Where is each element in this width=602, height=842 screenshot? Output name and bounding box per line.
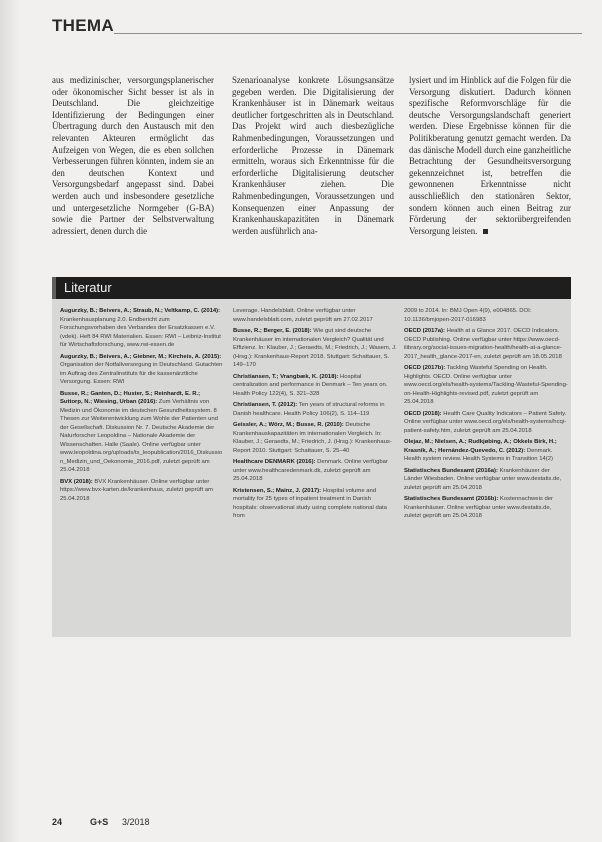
reference-entry [233,307,397,324]
reference-text: Denmark. Online verfügbar unter www.healthcaredenmark.dk, zuletzt geprüft am 25.04.2018 [233,459,388,482]
end-mark-icon [483,229,488,234]
reference-text: Ten years of structural reforms in Danish healthcare. Health Policy 106(2), S. 114–119 [233,402,385,417]
reference-entry [60,353,224,387]
reference-entry [233,327,397,370]
reference-entry [233,421,397,455]
reference-text: 2009 to 2014. In: BMJ Open 4(9), e004865. DOI: 10.1136/bmjopen-2017-016983 [404,308,532,323]
reference-text: BVX Krankenhäuser. Online verfügbar unter https://www.bvx-karten.de/krankenhaus, zuletzt geprüft am 25.04.2018 [60,478,213,502]
reference-entry [404,467,568,493]
reference-author: OECD (2018): [404,410,442,417]
reference-author: Augurzky, B.; Beivers, A.; Straub, N.; Veltkamp, C. (2014): [60,308,221,314]
reference-author: Kristensen, S.; Mainz, J. (2017): [233,487,322,494]
body-paragraph [409,75,571,237]
reference-text: Wie gut sind deutsche Krankenhäuser im internationalen Vergleich? Qualität und Effizienz. In: Klauber, J.; Geraedts, M.; Friedrich, J.; Wasem, J. (Hrsg.): Krankenhaus-Report 2018. Stuttgart: Schattauer, S. 149–170 [233,328,397,368]
reference-text: Denmark. Health system review. Health Systems in Transition 14(2) [404,447,553,462]
reference-entry [60,478,224,504]
reference-author: Healthcare DENMARK (2016): [233,459,316,465]
reference-author: OECD (2017b): [404,365,446,371]
page-footer [52,817,252,831]
reference-author: Statistisches Bundesamt (2016a): [404,467,498,474]
literature-column-2 [233,307,397,524]
reference-text: Leverage. Handelsblatt. Online verfügbar unter www.handelsblatt.com, zuletzt geprüft am 27.02.2017 [233,308,373,323]
reference-text: Tackling Wasteful Spending on Health. Highlights. OECD. Online verfügbar unter www.oecd.org/els/health-systems/Tackling-Wasteful-Spending-on-Health-Highlights-revised.pdf, zuletzt geprüft am 25.04.2018 [404,365,568,405]
body-column-2 [232,75,394,237]
reference-author: Busse, R.; Ganten, D.; Huster, S.; Reinhardt, E. R.; Suttorp, N.; Wiesing, Urban (2016): [60,390,201,405]
magazine-name: G+S [90,817,109,827]
reference-author: Olejaz, M.; Nielsen, A.; Rudkjøbing, A.; Okkels Birk, H.; Krasnik, A.; Hernández-Quevedo, C. (2012): [404,439,557,454]
reference-entry [404,364,568,407]
reference-text: Organisation der Notfallversorgung in Deutschland. Gutachten im Auftrag des Zentralinstituts für die kassenärztliche Versorgung. Essen: RWI [60,362,223,385]
body-column-1 [52,75,214,237]
literature-column-1 [60,307,224,506]
reference-entry [233,401,397,418]
reference-text: Krankenhausplanung 2.0. Endbericht zum Forschungsvorhaben des Verbandes der Ersatzkassen e.V. (vdek). Heft 84 RWI Materialien. Essen: RWI – Leibniz-Institut für Wirtschaftsforschung, www.rwi-essen.de [60,316,221,348]
reference-entry [404,327,568,361]
reference-entry [404,495,568,521]
reference-entry [233,373,397,399]
reference-text: Health at a Glance 2017. OECD Indicators. OECD Publishing. Online verfügbar unter https://www.oecd-ilibrary.org/social-issues-migration-health/health-at-a-glance-2017_health_glance-2017-en, zuletzt geprüft am 18.05.2018 [404,328,562,360]
literature-header-bar [52,277,571,299]
section-title: THEMA [52,16,114,35]
reference-entry [60,307,224,350]
reference-author: Geissler, A.; Wörz, M.; Busse, R. (2010): [233,422,344,428]
body-text: lysiert und im Hinblick auf die Folgen für die Versorgung diskutiert. Dadurch können spezifische Reformvorschläge für die deutsche Versorgungslandschaft generiert werden. Diese Ergebnisse können für die Politikberatung genutzt gemacht werden. Da das dänische Modell durch eine ganzheitliche Betrachtung der Gesundheitsversorgung gekennzeichnet ist, betreffen die gewonnenen Erkenntnisse nicht ausschließlich den stationären Sektor, sondern können auch einen Beitrag zur Förderung der sektorübergreifenden Versorgung leisten. [409,75,571,236]
reference-text: Health Care Quality Indicators – Patient Safety. Online verfügbar unter www.oecd.org/els/health-systems/hcqi-patient-safety.htm, zuletzt geprüft am 25.04.2018 [404,410,567,434]
reference-text: Hospital volume and mortality for 25 types of inpatient treatment in Danish hospitals: observational study using complete national data from [233,487,387,519]
reference-author: BVX (2018): [60,478,93,485]
reference-text: Hospital centralization and performance in Denmark – Ten years on. Health Policy 122(4), S. 321–328 [233,373,388,397]
body-paragraph: aus medizinischer, versorgungsplanerischer oder ökonomischer Sicht besser ist als in Deutschland. Die gleichzeitige Identifizierung der Bedingungen einer Übertragung durch den Austausch mit den relevanten Akteuren ermöglicht das Aufzeigen von Wegen, die es eben sollchen Verbesserungen führen könnten, indem sie an den deutschen Kontext und Versorgungsbedarf angepasst sind. Dabei werden auch und insbesondere gesetzliche und untergesetzliche Normgeber (G-BA) sowie die Partner der Selbstverwaltung adressiert, denen durch die [52,75,214,236]
literature-title: Literatur [64,280,112,295]
reference-entry [404,438,568,464]
reference-text: Kostennachweis der Krankenhäuser. Online verfügbar unter www.destatis.de, zuletzt geprüft am 25.04.2018 [404,496,553,519]
reference-entry [404,307,568,324]
reference-author: Augurzky, B.; Beivers, A.; Giebner, M.; Kircheis, A. (2015): [60,353,222,360]
reference-entry [233,487,397,521]
article-body [52,75,578,245]
reference-entry [233,458,397,484]
issue-number: 3/2018 [122,817,150,827]
reference-author: OECD (2017a): [404,328,445,334]
page-header [52,16,582,38]
header-rule [114,33,582,34]
reference-entry [404,410,568,436]
literature-column-3 [404,307,568,524]
body-paragraph: Szenarioanalyse konkrete Lösungsansätze gegeben werden. Die Digitalisierung der Krankenhäuser ist in Dänemark weitaus deutlicher fortgeschritten als in Deutschland. Das Projekt wird auch diesbezügliche Rahmenbedingungen, Voraussetzungen und erforderliche Prozesse in Dänemark ermitteln, woraus sich Erkenntnisse für die erforderliche Digitalisierung deutscher Krankenhäuser ziehen. Die Rahmenbedingungen, Voraussetzungen und Konsequenzen einer Anpassung der Krankenhauskapazitäten in Dänemark werden ausführlich ana- [232,75,394,236]
page-number: 24 [52,817,63,827]
reference-author: Christiansen, T. (2012): [233,402,298,408]
header-accent [52,277,56,299]
reference-text: Krankenhäuser der Länder Wiesbaden. Online verfügbar unter www.destatis.de, zuletzt geprüft am 25.04.2018 [404,467,562,491]
reference-author: Busse, R.; Berger, E. (2018): [233,328,312,334]
reference-author: Christiansen, T.; Vrangbæk, K. (2018): [233,373,339,380]
reference-entry [60,390,224,475]
reference-author: Statistisches Bundesamt (2016b): [404,496,499,502]
reference-text: Deutsche Krankenhauskapazitäten im internationalen Vergleich. In: Klauber, J.; Geraedts, M.; Friedrich, J. (Hrsg.): Krankenhaus-Report 2010. Stuttgart: Schattauer, S. 25–40 [233,422,392,454]
reference-text: Zum Verhältnis von Medizin und Ökonomie im deutschen Gesundheitssystem. 8 Thesen zur Weiterentwicklung zum Wohle der Patienten und der Gesellschaft. Diskussion Nr. 7. Deutsche Akademie der Naturforscher Leopoldina – Nationale Akademie der Wissenschaften. Halle (Saale). Online verfügbar unter www.leopoldina.org/uploads/tx_leopublication/2016_Diskussion_Medizin_und_Oekonomie_2016.pdf, zuletzt geprüft am 25.04.2018 [60,399,223,473]
literature-box [52,277,571,637]
body-column-3 [409,75,571,237]
page-shadow [0,0,20,842]
